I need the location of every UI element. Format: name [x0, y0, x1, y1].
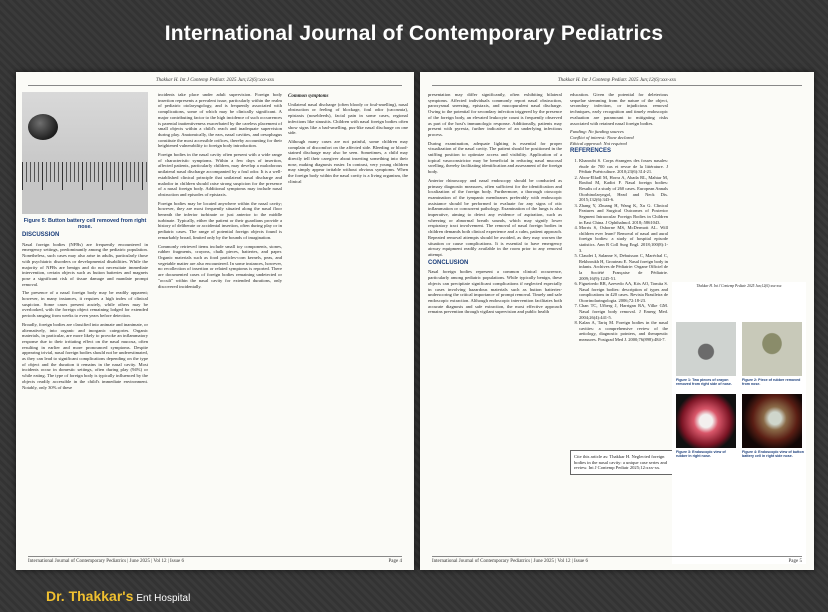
- paragraph: Foreign bodies in the nasal cavity often present with a wide range of characteristic symptoms. Within a few days of insertion, affected patients, particularly children, may develop a malodorous unilateral nasal discharge accompanied by a foul odor. It is a well-established clinical principle that unilateral nasal discharge and malodor in children should raise strong suspicion for the presence of a nasal foreign body. Additional symptoms may include nasal obstruction and episodes of epistaxis.: [158, 152, 282, 197]
- ethical: Ethical approval: Not required: [570, 140, 627, 146]
- figure-3-caption: Figure 3: Endoscopic view of rubber in right nose.: [676, 450, 726, 459]
- column-left: [22, 230, 148, 393]
- reference: 3. Zhang Y, Zhuang H, Wang K, Xu G. Clinical Features and Surgical Outcomes of Posterior Segment Intraocular Foreign Bodies in Children in East China. J Ophthalmol. 2018;:5861043.: [579, 203, 668, 225]
- brand-name: Dr. Thakkar's: [46, 588, 134, 604]
- article-page-5: [420, 72, 814, 570]
- figure-2-photo: [742, 322, 802, 376]
- references-list: [570, 158, 668, 343]
- journal-title: International Journal of Contemporary Pediatrics: [164, 22, 664, 45]
- figure-5-caption: Figure 5: Button battery cell removed from right nose.: [23, 218, 147, 230]
- reference: 8. Kalan A, Tariq M. Foreign bodies in the nasal cavities: a comprehensive review of the aetiology, diagnostic pointers, and therapeutic measures. Postgrad Med J. 2000;76(898):484-7.: [579, 320, 668, 342]
- figure-1-caption: Figure 1: Two pieces of crayon removed from right side of nose.: [676, 378, 732, 387]
- conflict: Conflict of interest: None declared: [570, 134, 634, 140]
- column-right: [288, 92, 408, 188]
- paragraph: Unilateral nasal discharge (often bloody or foul-smelling), nasal obstruction or feeling of blockage, foul odor (cacosmia), epistaxis (nosebleeds), facial pain in some cases, regional infections like sinusitis. Children with nasal foreign bodies often show signs like a bad-smelling, pus-like nasal discharge on one side.: [288, 101, 408, 136]
- column-middle: [158, 92, 282, 292]
- conclusion-heading: CONCLUSION: [428, 259, 469, 266]
- reference: 4. Morris S, Osborne MS, McDermott AL. Will children ever learn? Removal of nasal and aural foreign bodies: a study of hospital episode statistics. Ann R Coll Surg Engl. 2018;100(8):1-3.: [579, 225, 668, 253]
- button-battery: [28, 114, 58, 140]
- reference: 6. Figueiredo RR, Azevedo AA, Kós AO, Tomita S. Nasal foreign bodies: description of types and complications in 420 cases. Revista Brasileira de Otorrinolaringologia. 2006;72:18-23.: [579, 281, 668, 303]
- reference: 5. Claudet I, Salanne S, Debuisson C, Maréchal C, Rekhroukh H, Grouteau E. Nasal foreign body in infants. Archives de Pédiatrie: Organe Officiel de la Société Française de Pédiatrie. 2009;16(9):1245-51.: [579, 253, 668, 281]
- funding: Funding: No funding sources: [570, 129, 624, 135]
- divider: [432, 85, 802, 86]
- paragraph: Foreign bodies may be located anywhere within the nasal cavity; however, they are most frequently situated along the nasal floor beneath the inferior turbinate or just anterior to the middle turbinate. Typically, either the patient or their guardians provide a history of deliberate or accidental insertion, often during play or in pediatric cases. The range of potential foreign objects found is remarkably broad, limited only by the bounds of imagination.: [158, 200, 282, 240]
- figure-page-head: Thakkar H. Int J Contemp Pediatr. 2025 Jun;12(6):xxx-xxx: [696, 284, 782, 288]
- running-head: Thakkar H. Int J Contemp Pediatr. 2025 Jun;12(6):xxx-xxx: [155, 78, 275, 83]
- figure-4-caption: Figure 4: Endoscopic view of button battery cell in right side nose.: [742, 450, 804, 459]
- hospital-brand: [46, 588, 190, 606]
- ruler-major-ticks: [22, 162, 148, 190]
- paragraph: Nasal foreign bodies (NFBs) are frequently encountered in emergency settings, predominantly among the pediatric population. Nonetheless, such cases may also arise in adults, particularly those with psychiatric disorders or developmental disabilities. While the majority of NFBs are benign and do not necessitate immediate intervention, certain objects such as button batteries and magnets pose a significant risk of tissue damage and mandate prompt removal.: [22, 241, 148, 287]
- paragraph: During examination, adequate lighting is essential for proper visualization of the nasal cavity. The patient should be positioned in the sniffing position to optimize access and visibility. Application of a topical vasoconstrictor may be beneficial in reducing nasal mucosal swelling, thereby facilitating identification and assessment of the foreign body.: [428, 140, 562, 175]
- footer-journal: International Journal of Contemporary Pediatrics | June 2025 | Vol 12 | Issue 6: [432, 559, 588, 564]
- reference: 1. Kharoubi S. Corps étrangers des fosses nasales: étude de 700 cas et revue de la littérature. J Pédiatr Puériculture. 2010;23(6):314-21.: [579, 158, 668, 175]
- conclusion-paragraph: Nasal foreign bodies represent a common clinical occurrence, particularly among pediatric populations. While typically benign, these objects can precipitate significant complications if neglected especially in cases involving hazardous materials such as button batteries-underscoring the critical importance of prompt removal. Timely and safe endoscopic extraction. Although endoscopic intervention facilitates both accurate diagnosis and safe extraction, the most effective approach remains prevention through vigilant supervision and public health: [428, 269, 562, 315]
- figure-1-photo: [676, 322, 736, 376]
- figure-3-photo: [676, 394, 736, 448]
- discussion-heading: DISCUSSION: [22, 232, 60, 238]
- paragraph: Commonly retrieved items include small toy components, stones, rubber fragments, crayons, chalk pieces, batteries, and paper. Organic materials such as food particles-corn kernels, peas, and vegetable matter are also encountered. In some instances, however, no recollection of insertion or related symptoms is reported. There are documented cases of foreign bodies remaining undetected or "occult" within the nasal cavity for extended durations, only discovered incidentally.: [158, 243, 282, 289]
- paragraph: education. Given the potential for deleterious sequelae stemming from the nature of the object, secondary infection, or injudicious removal techniques, early recognition and timely endoscopic evaluation are paramount to mitigating risks associated with retained nasal foreign bodies.: [570, 92, 668, 126]
- column-left: [428, 92, 562, 318]
- figure-panel: [672, 282, 806, 564]
- figure-4-photo: [742, 394, 802, 448]
- paragraph: Anterior rhinoscopy and nasal endoscopy should be conducted as primary diagnostic measures, often sufficient for the identification and localization of the foreign body. Furthermore, a thorough otoscopic examination of the tympanic membranes preferably with endoscopic assistance should be performed to evaluate for any signs of otic inflammation or concurrent pathology. Examination of the lungs is also imperative, aiming to detect any evidence of aspiration, such as wheezing or abnormal breath sounds, which may signify lower respiratory tract involvement. The removal of nasal foreign bodies in children demands both clinical experience and a calm, patient approach. Repeated removal attempts should be avoided, as they may worsen the situation or cause complications. It is essential to have emergency airway equipment readily available in the room prior to any removal attempt.: [428, 177, 562, 257]
- paragraph: presentation may differ significantly, often exhibiting bilateral symptoms. Affected individuals commonly report nasal obstruction, paroxysmal sneezing, epistaxis, and mucopurulent nasal discharge. Owing to the potential for secondary infection triggered by the presence of the foreign body, an elevated leukocyte count is frequently observed as part of the host's immunologic response. Additionally, patients may present with pyrexia, further indicative of an underlying infectious process.: [428, 92, 562, 137]
- cite-box: Cite this article as: Thakkar H. Neglected foreign bodies in the nasal cavity: a unique case series and review. Int J Contemp Pediatr 2025;12:xxx-xx.: [570, 450, 674, 475]
- paragraph: The presence of a nasal foreign body may be readily apparent; however, in many instances, it requires a high index of clinical suspicion. Some cases present acutely, while others may be overlooked, with the foreign object remaining lodged for extended periods ranging from weeks to even years before detection.: [22, 290, 148, 319]
- page-number: Page 4: [388, 559, 402, 564]
- paragraph: Broadly, foreign bodies are classified into animate and inanimate, or alternatively, into organic and inorganic categories. Organic materials, in particular, are more likely to provoke an inflammatory response due to their irritating effect on the nasal mucosa, often resulting in earlier and more pronounced symptoms. Despite appearing trivial, nasal foreign bodies should not be underestimated, as they can lead to significant complications depending on the type of object and the duration it remains in the nasal cavity. Most incidents occur in domestic settings, often during play (94%) or while eating. The type of foreign body is typically influenced by the objects readily accessible in the child's immediate environment. Notably, only 30% of these: [22, 321, 148, 390]
- figure-5-photo: [22, 92, 148, 214]
- brand-sub: Ent Hospital: [136, 593, 191, 604]
- paragraph: incidents take place under adult supervision. Foreign body insertion represents a prevalent issue, particularly within the realm of pediatric otolaryngology, and is frequently associated with complications, some of which may be clinically significant. A major contributing factor to the high incidence of such occurrences is parental inattentiveness exacerbated by the careless placement of small objects within a child's reach and inadequate supervision during play. Anatomically, the ears, nasal cavities, and oesophagus constitute the most accessible orifices, thereby accounting for their heightened vulnerability to foreign body introduction.: [158, 92, 282, 149]
- reference: 2. Abou-Elfadl M, Horra A, Abada RL, Mahtar M, Roubal M, Kadiri F. Nasal foreign bodies: Results of a study of 260 cases. European Annals Otorhinolaryngol, Head and Neck Dis. 2015;132(6):343-6.: [579, 175, 668, 203]
- running-head: Thakkar H. Int J Contemp Pediatr. 2025 Jun;12(6):xxx-xxx: [557, 78, 677, 83]
- divider: [28, 85, 402, 86]
- figure-2-caption: Figure 2: Piece of rubber removed from nose.: [742, 378, 801, 387]
- common-symptoms-heading: Common symptoms: [288, 94, 329, 99]
- reference: 7. Chan TC, Ufberg J, Harrigan RA, Vilke GM. Nasal foreign body removal. J Emerg Med. 2004;26(4):441-5.: [579, 303, 668, 320]
- footer-journal: International Journal of Contemporary Pediatrics | June 2025 | Vol 12 | Issue 6: [28, 559, 184, 564]
- banner: [0, 0, 828, 68]
- references-heading: REFERENCES: [570, 148, 612, 155]
- page-footer: [432, 556, 802, 564]
- column-right: [570, 92, 668, 343]
- page-footer: [28, 556, 402, 564]
- page-number: Page 5: [788, 559, 802, 564]
- paragraph: Although many cases are not painful, some children may complain of discomfort on the affected side. Bleeding or blood-stained discharge may also be seen. Sometimes, a child may directly tell their caregiver about inserting something into their nose, making diagnosis easier. In contrast, very young children may simply appear irritable without obvious symptoms. When the foreign body within the nasal cavity is a living organism, the clinical: [288, 138, 408, 184]
- article-page-4: [16, 72, 414, 570]
